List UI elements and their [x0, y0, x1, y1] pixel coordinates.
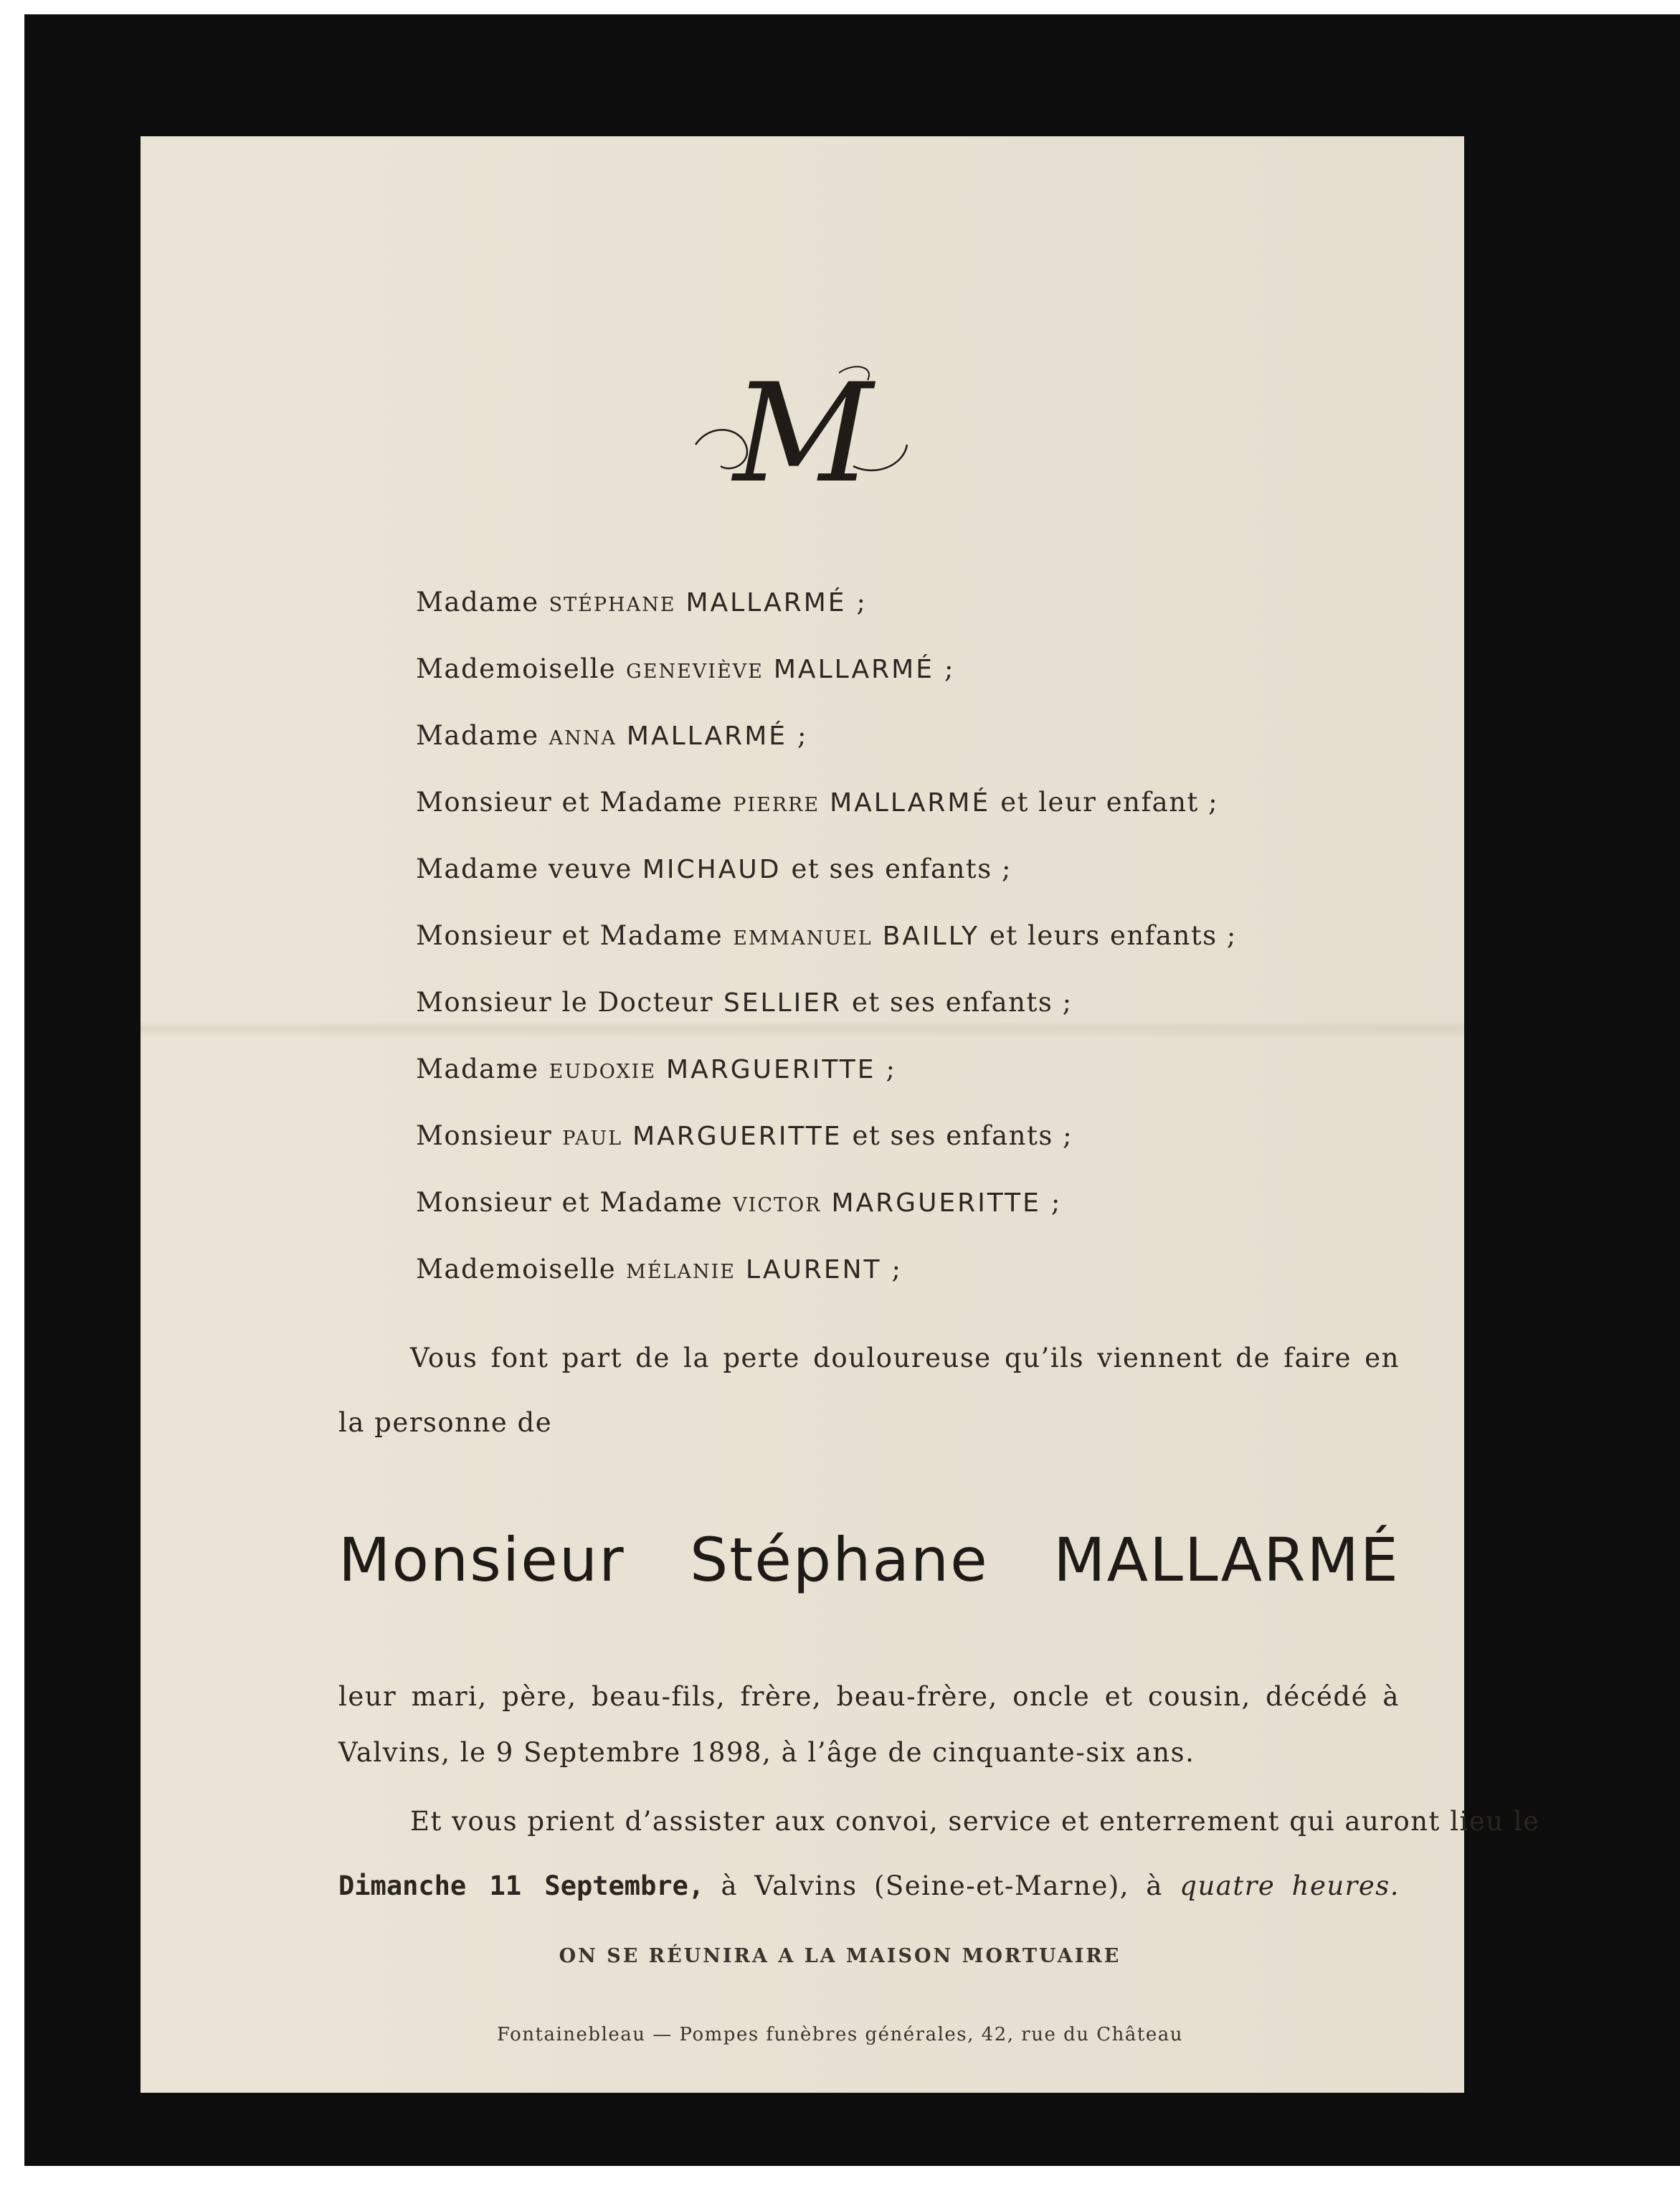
mourner-given-name: ANNA	[549, 727, 617, 749]
mourner-suffix: et ses enfants ;	[852, 987, 1073, 1018]
mourner-title: Monsieur et Madame	[416, 787, 723, 818]
mourner-list	[416, 581, 1420, 1315]
mourner-surname: MARGUERITTE	[831, 1188, 1041, 1218]
gathering-notice: ON SE RÉUNIRA A LA MAISON MORTUAIRE	[559, 1945, 1121, 1967]
relation-line-2: Valvins, le 9 Septembre 1898, à l’âge de cinquante-six ans.	[338, 1737, 1195, 1768]
relation-line-1: leur mari, père, beau-fils, frère, beau-frère, oncle et cousin, décédé à	[338, 1681, 1400, 1712]
mourner-given-name: EUDOXIE	[549, 1061, 657, 1083]
mourner-given-name: GENEVIÈVE	[626, 661, 764, 683]
mourner-given-name: MÉLANIE	[626, 1261, 736, 1283]
mourner-surname: LAURENT	[745, 1255, 882, 1284]
announcement-line-2: la personne de	[338, 1407, 553, 1438]
mourner-line	[416, 848, 1420, 914]
service-place: à Valvins (Seine-et-Marne), à	[721, 1870, 1163, 1901]
mourner-surname: MALLARMÉ	[626, 721, 787, 751]
mourner-title: Monsieur et Madame	[416, 920, 723, 951]
mourner-surname: MARGUERITTE	[632, 1122, 843, 1151]
mourner-suffix: ;	[944, 653, 954, 684]
mourner-line	[416, 1115, 1420, 1181]
mourner-suffix: ;	[886, 1054, 896, 1084]
mourner-given-name: EMMANUEL	[733, 927, 873, 950]
mourner-surname: MALLARMÉ	[830, 788, 991, 818]
mourner-title: Madame	[416, 587, 539, 618]
mourner-line	[416, 914, 1420, 981]
mourner-surname: MARGUERITTE	[666, 1055, 876, 1084]
svg-text:M: M	[733, 359, 873, 509]
mourner-surname: MICHAUD	[642, 855, 782, 884]
mourner-suffix: ;	[856, 587, 867, 618]
mourner-line	[416, 714, 1420, 781]
announcement-line-1: Vous font part de la perte douloureuse qu’ils viennent de faire en	[410, 1343, 1400, 1373]
mourner-title: Madame	[416, 720, 539, 751]
mourner-line	[416, 581, 1420, 648]
mourner-title: Monsieur le Docteur	[416, 987, 713, 1018]
mourner-title: Monsieur et Madame	[416, 1187, 723, 1218]
monogram-m	[688, 359, 918, 509]
service-time: quatre heures.	[1180, 1870, 1400, 1901]
mourner-line	[416, 648, 1420, 714]
mourner-given-name: VICTOR	[733, 1194, 822, 1216]
mourner-title: Mademoiselle	[416, 653, 617, 684]
mourner-surname: MALLARMÉ	[685, 588, 847, 618]
invitation-line-2	[338, 1865, 1400, 1908]
mourner-title: Madame veuve	[416, 853, 632, 884]
mourner-title: Monsieur	[416, 1120, 553, 1151]
printer-imprint: Fontainebleau — Pompes funèbres générales, 42, rue du Château	[497, 2024, 1183, 2045]
mourner-line	[416, 1048, 1420, 1115]
mourner-surname: MALLARMÉ	[773, 655, 934, 684]
mourner-given-name: STÉPHANE	[549, 594, 676, 616]
mourner-surname: BAILLY	[882, 922, 979, 951]
mourner-given-name: PIERRE	[733, 794, 820, 816]
mourner-title: Mademoiselle	[416, 1254, 617, 1284]
mourner-suffix: ;	[1050, 1187, 1061, 1218]
mourner-suffix: ;	[797, 720, 807, 751]
mourner-line	[416, 1248, 1420, 1315]
mourner-suffix: et ses enfants ;	[791, 853, 1012, 884]
mourner-suffix: et ses enfants ;	[852, 1120, 1073, 1151]
mourner-line	[416, 1181, 1420, 1248]
service-date: Dimanche 11 Septembre,	[338, 1870, 705, 1901]
mourner-surname: SELLIER	[723, 988, 843, 1018]
mourner-line	[416, 781, 1420, 848]
invitation-line-1: Et vous prient d’assister aux convoi, service et enterrement qui auront lieu le	[410, 1806, 1540, 1837]
mourner-given-name: PAUL	[562, 1127, 623, 1150]
mourner-title: Madame	[416, 1054, 539, 1084]
mourner-suffix: et leurs enfants ;	[989, 920, 1237, 951]
mourner-line	[416, 981, 1420, 1048]
mourner-suffix: et leur enfant ;	[1000, 787, 1219, 818]
deceased-name: Monsieur Stéphane MALLARMÉ	[338, 1525, 1400, 1595]
mourner-suffix: ;	[891, 1254, 902, 1284]
